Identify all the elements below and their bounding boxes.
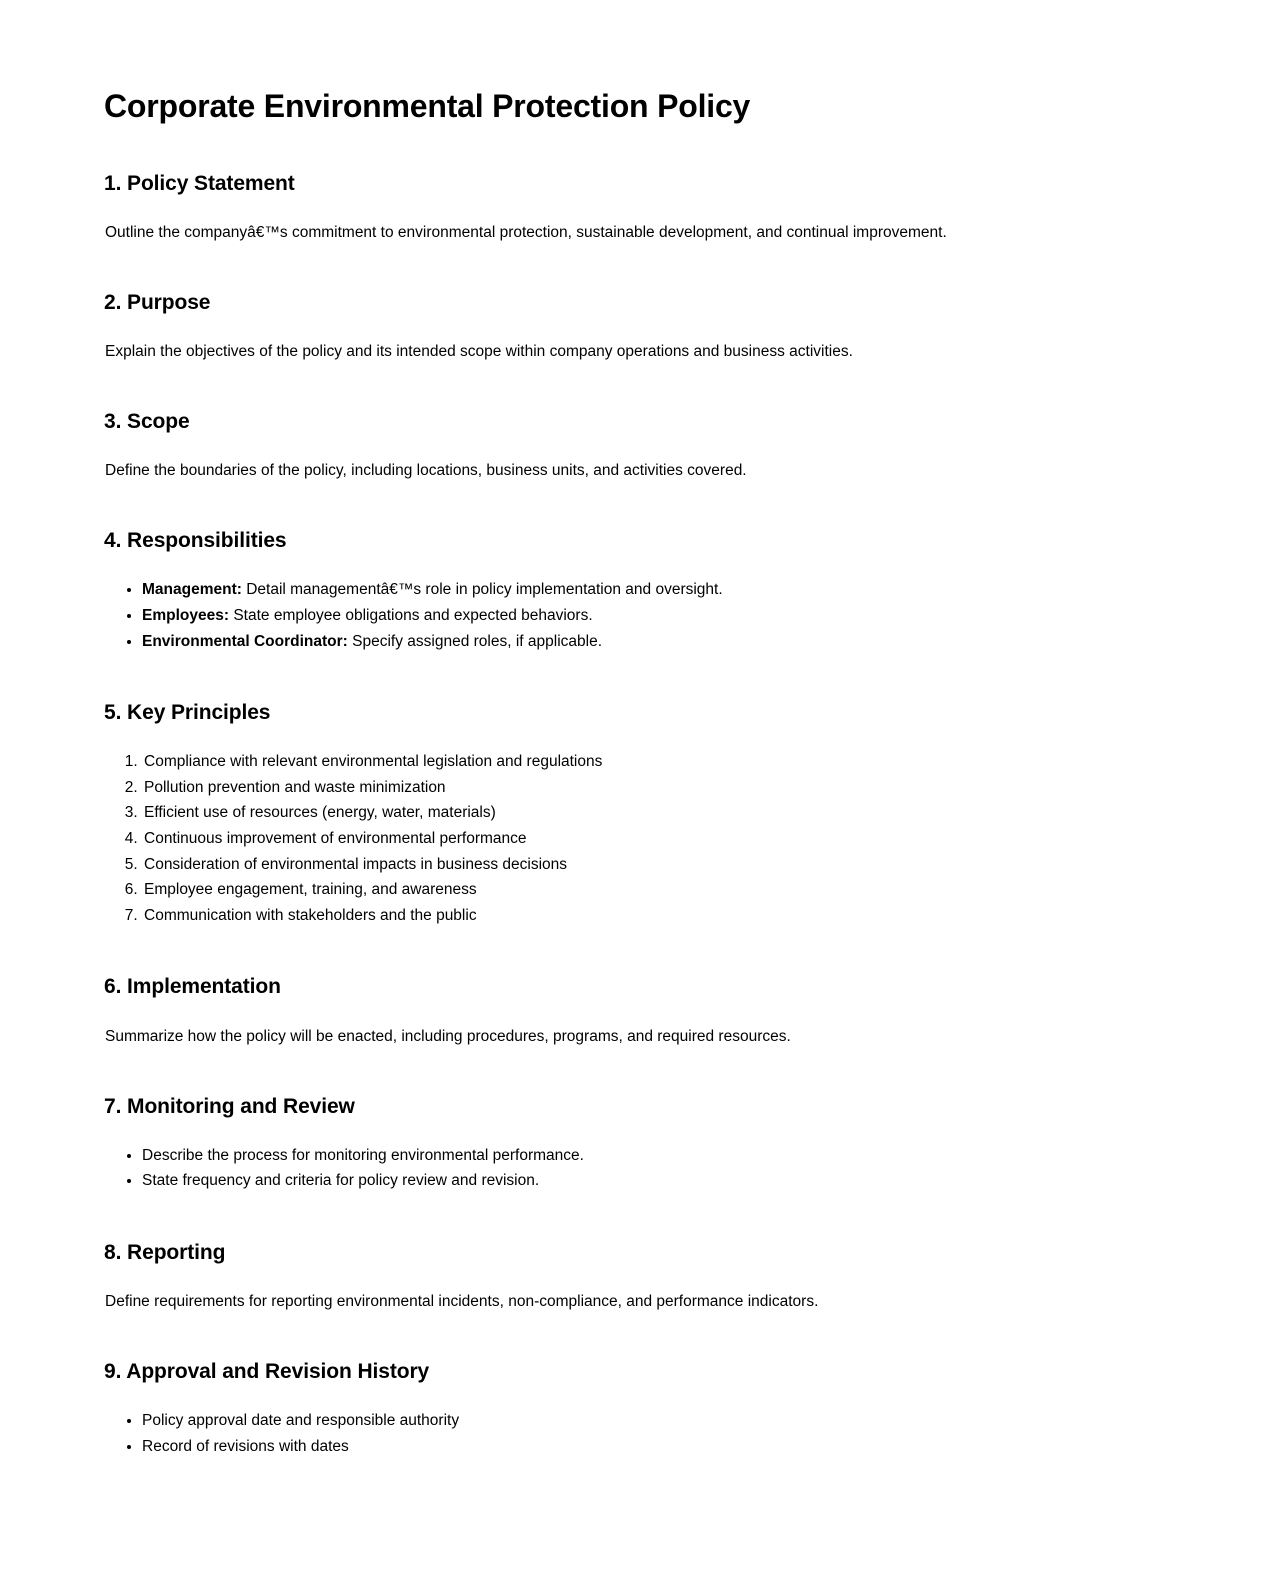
list-item: 3. Efficient use of resources (energy, water, materials) [142,800,1159,826]
list-item-text: Detail managementâ€™s role in policy implementation and oversight. [241,581,723,599]
section-text-implementation: Summarize how the policy will be enacted, including procedures, programs, and required resources. [105,1027,791,1045]
section-heading-policy-statement: 1. Policy Statement [104,171,295,195]
responsibilities-list [104,577,1159,654]
section-heading-reporting: 8. Reporting [104,1240,226,1264]
list-item-text: State employee obligations and expected behaviors. [229,606,593,624]
monitoring-and-review-list [104,1143,1159,1194]
section-heading-monitoring-and-review: 7. Monitoring and Review [104,1094,355,1118]
page-title: Corporate Environmental Protection Policy [104,88,751,124]
list-item-lead: Management: [142,581,242,599]
list-item: 6. Employee engagement, training, and awareness [142,877,1159,903]
list-item: • Record of revisions with dates [142,1434,1159,1460]
list-item: 7. Communication with stakeholders and the public [142,903,1159,929]
section-text-purpose: Explain the objectives of the policy and its intended scope within company operations and business activities. [105,343,853,361]
section-heading-approval-and-revision-history: 9. Approval and Revision History [104,1360,430,1384]
section-text-scope: Define the boundaries of the policy, including locations, business units, and activities covered. [105,462,747,480]
page-bottom-spacer [104,1459,1159,1549]
list-item: 4. Continuous improvement of environmental performance [142,826,1159,852]
section-heading-implementation: 6. Implementation [104,975,281,999]
list-item: 2. Pollution prevention and waste minimization [142,775,1159,801]
list-item: 5. Consideration of environmental impacts in business decisions [142,852,1159,878]
list-item-text: Specify assigned roles, if applicable. [347,632,602,650]
section-heading-purpose: 2. Purpose [104,290,211,314]
list-item [142,629,1159,655]
section-heading-responsibilities: 4. Responsibilities [104,529,287,553]
key-principles-list [104,749,1159,928]
list-item [142,577,1159,603]
list-item: • Policy approval date and responsible authority [142,1408,1159,1434]
section-text-reporting: Define requirements for reporting environmental incidents, non-compliance, and performance indicators. [105,1293,819,1311]
section-heading-key-principles: 5. Key Principles [104,701,271,725]
list-item [142,603,1159,629]
list-item: • Describe the process for monitoring environmental performance. [142,1143,1159,1169]
list-item: 1. Compliance with relevant environmental legislation and regulations [142,749,1159,775]
section-heading-scope: 3. Scope [104,410,190,434]
section-text-policy-statement: Outline the companyâ€™s commitment to environmental protection, sustainable development, and continual improvement. [105,223,947,241]
list-item-lead: Environmental Coordinator: [142,632,348,650]
approval-and-revision-history-list [104,1408,1159,1459]
list-item: • State frequency and criteria for policy review and revision. [142,1168,1159,1194]
list-item-lead: Employees: [142,606,230,624]
